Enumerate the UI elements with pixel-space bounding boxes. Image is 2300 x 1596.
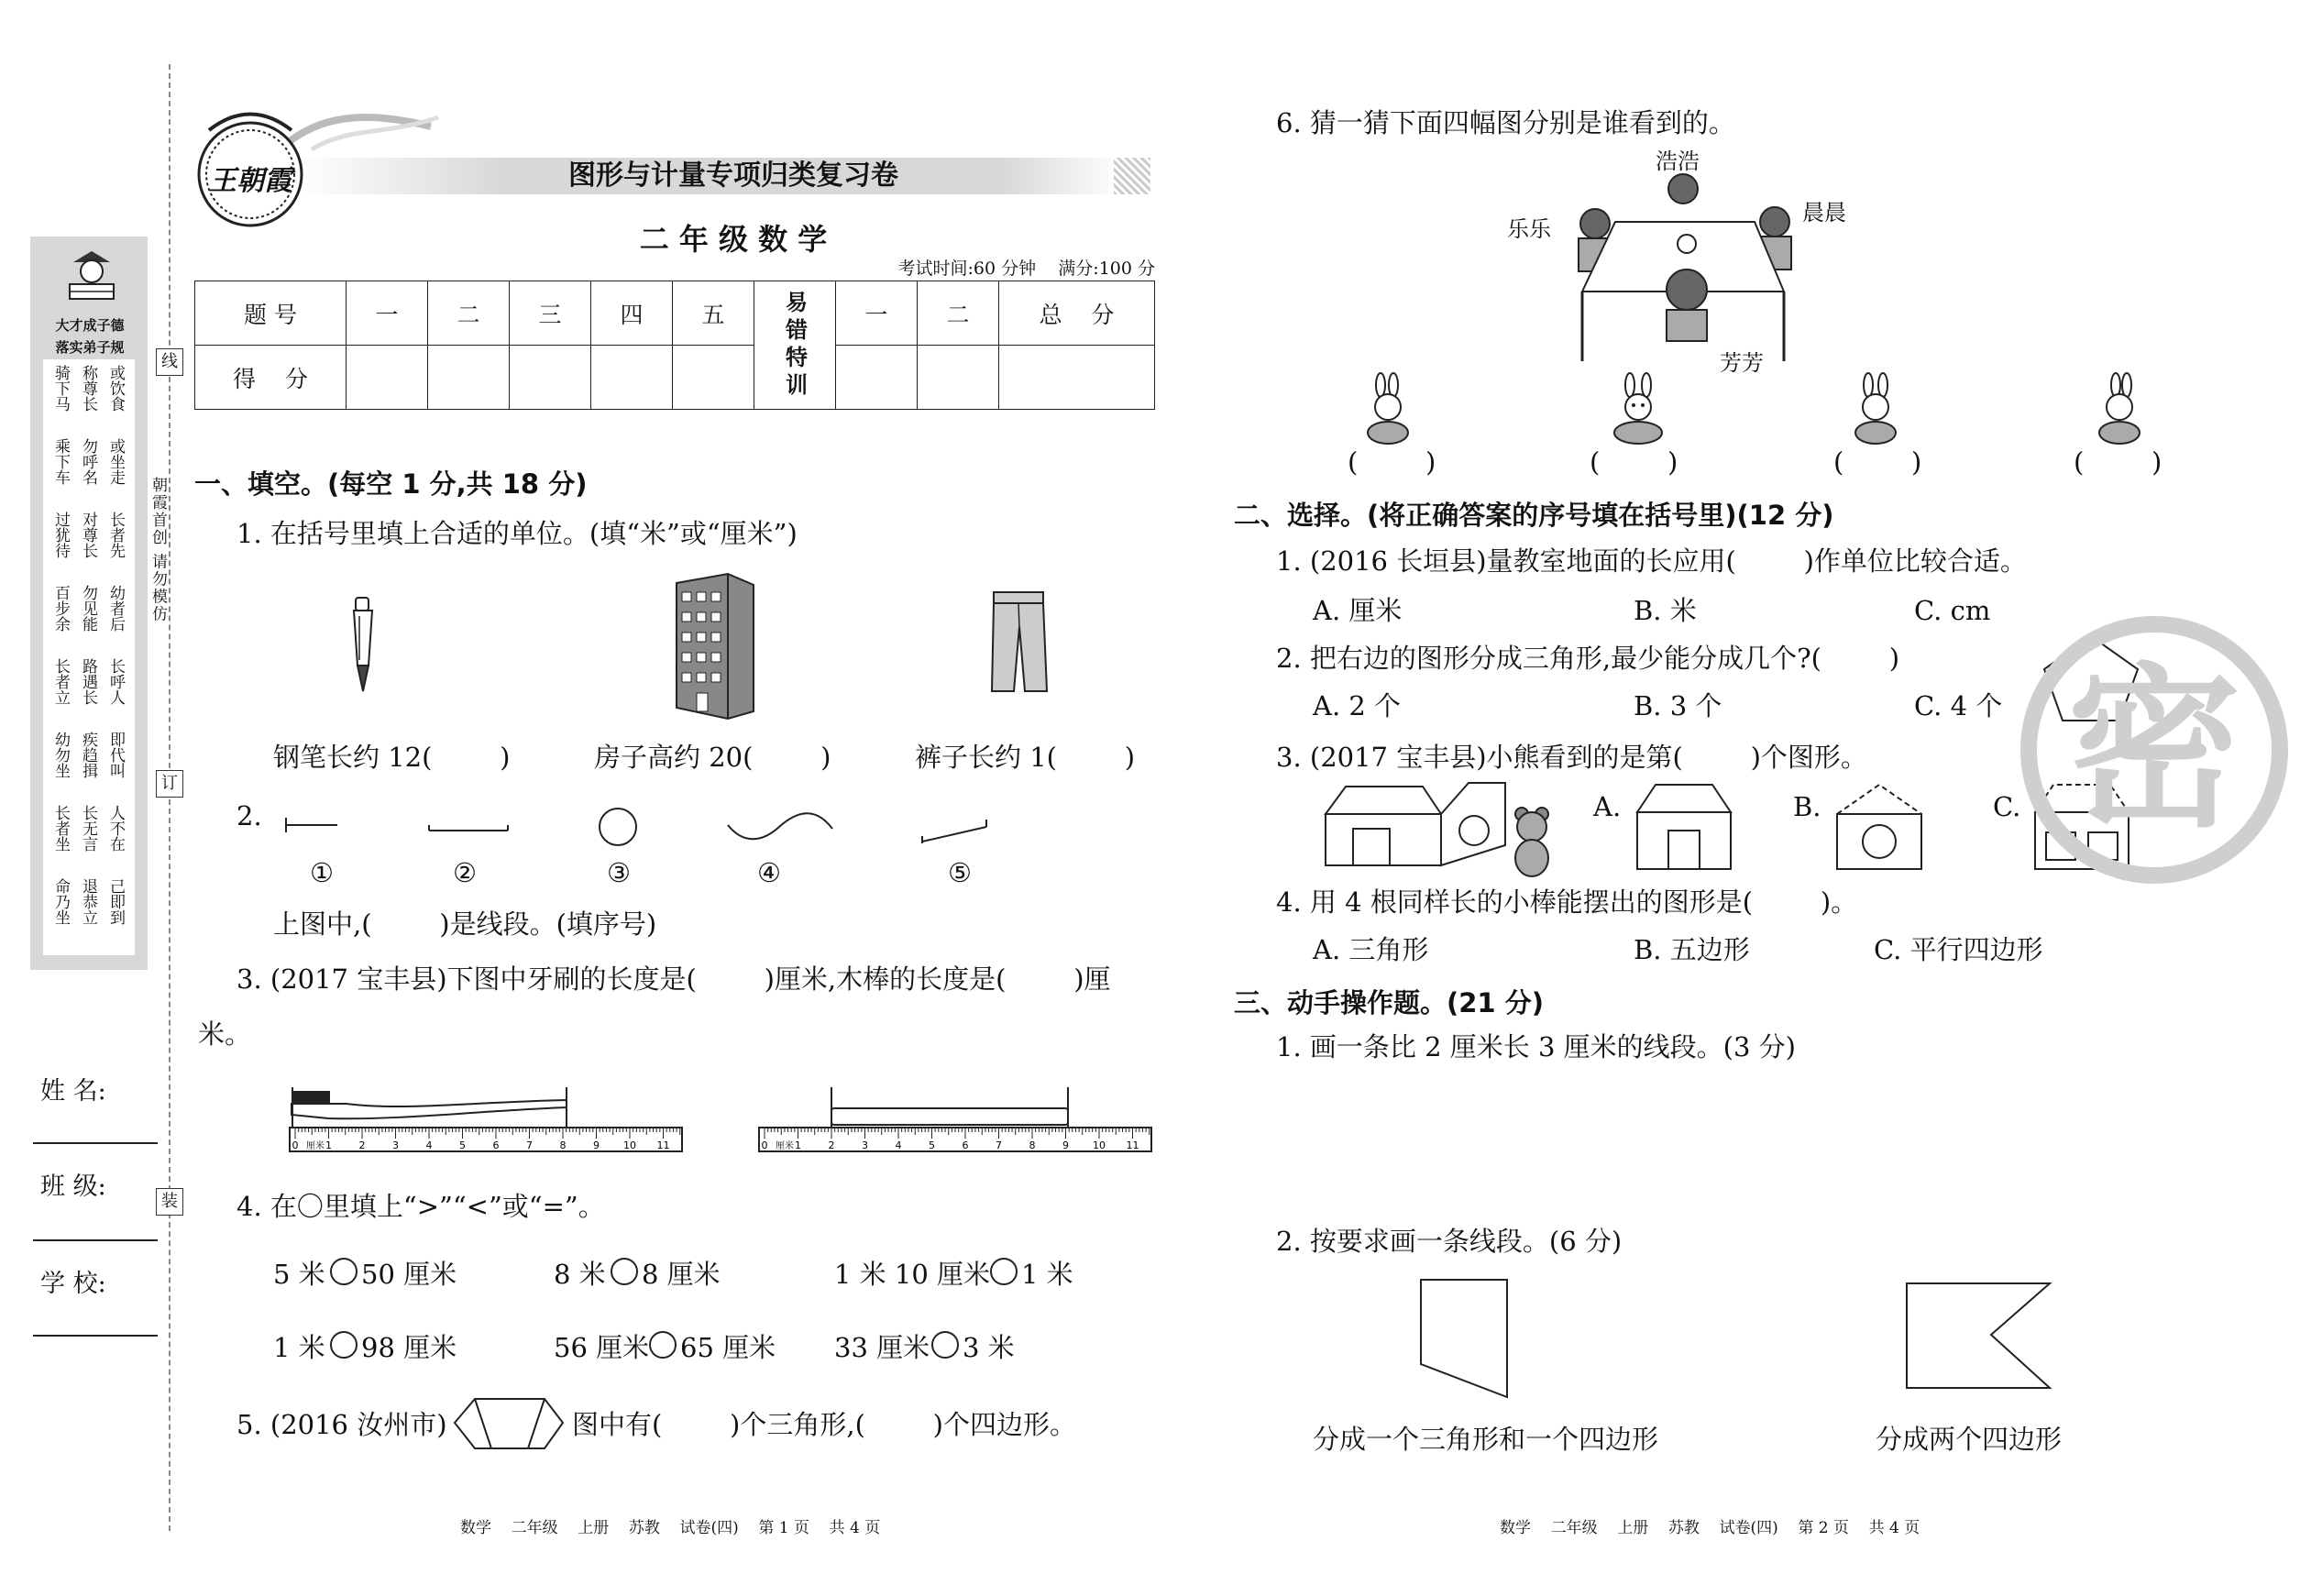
c2-opt-b: B. 3 个	[1634, 690, 1722, 721]
c1-opt-c: C. cm	[1914, 595, 1991, 626]
sidebar-rule-text: 长者立	[51, 658, 70, 705]
score-cell[interactable]	[510, 346, 591, 410]
c4-opt-b: B. 五边形	[1634, 934, 1750, 965]
q2-label-3: ③	[607, 857, 631, 888]
sidebar-rule-text: 勿见能	[79, 585, 97, 632]
q4-r2-b-left: 56 厘米	[554, 1332, 650, 1363]
q2-label-2: ②	[453, 857, 477, 888]
q2-figures	[275, 798, 1008, 862]
sidebar-rule-text: 勿呼名	[79, 438, 97, 485]
sidebar-mascot-icon	[55, 246, 128, 303]
q4-r1-c-left: 1 米 10 厘米	[834, 1259, 991, 1290]
school-field-line[interactable]	[33, 1335, 158, 1337]
q4-r2-b-right: 65 厘米	[680, 1332, 776, 1363]
score-col-5: 五	[673, 281, 754, 346]
ruler-number: 9	[1062, 1139, 1069, 1151]
ruler-number: 6	[492, 1139, 500, 1151]
class-label: 班 级:	[40, 1172, 106, 1201]
ruler-number: 11	[1126, 1139, 1139, 1151]
c2-opt-c: C. 4 个	[1914, 690, 2003, 721]
rabbit-view-2-icon	[1606, 372, 1670, 446]
sidebar-rule-text: 乘下车	[51, 438, 70, 485]
c3-opt-b: B.	[1793, 791, 1821, 822]
sidebar-rule-text: 长者坐	[51, 805, 70, 852]
section-2-title: 二、选择。(将正确答案的序号填在括号里)(12 分)	[1234, 500, 1834, 531]
q6-blank-4[interactable]: ( )	[2074, 446, 2162, 478]
c1-opt-a: A. 厘米	[1313, 595, 1403, 626]
sidebar-rule-text: 幼勿坐	[51, 732, 70, 778]
ruler-number: 0	[761, 1139, 768, 1151]
score-col-extra-1: 一	[836, 281, 918, 346]
q4-r1-b-right: 8 厘米	[642, 1259, 721, 1290]
score-cell[interactable]	[999, 346, 1155, 410]
q2-label-5: ⑤	[948, 857, 972, 888]
sidebar-rule-text: 长无言	[79, 805, 97, 852]
ruler-number: 1	[795, 1139, 801, 1151]
q2-label-1: ①	[310, 857, 334, 888]
toothbrush-icon	[292, 1087, 576, 1124]
ruler-number: 11	[656, 1139, 670, 1151]
brand-logo-text: 王朝霞	[209, 165, 292, 197]
sidebar-rule-text: 己即到	[106, 878, 125, 925]
binding-dashed-line	[169, 64, 171, 1531]
sidebar-rule-text: 或饮食	[106, 365, 125, 412]
q1-text: 1. 在括号里填上合适的单位。(填“米”或“厘米”)	[237, 518, 798, 549]
margin-note: 朝霞首创 请勿模仿	[149, 477, 167, 623]
sidebar-rule-text: 对尊长	[79, 512, 97, 558]
ruler-1-mark-left	[292, 1087, 293, 1128]
h2-caption-2: 分成两个四边形	[1876, 1424, 2063, 1455]
h2-caption-1: 分成一个三角形和一个四边形	[1313, 1424, 1659, 1455]
sidebar-rule-text: 幼者后	[106, 585, 125, 632]
rabbit-view-4-icon	[2090, 372, 2149, 446]
confidential-stamp-text: 密	[2066, 648, 2241, 851]
q4-r1-b-left: 8 米	[554, 1259, 606, 1290]
q4-text: 4. 在〇里填上“>”“<”或“=”。	[237, 1191, 605, 1222]
h2-text: 2. 按要求画一条线段。(6 分)	[1276, 1226, 1623, 1257]
q4-r2-c-right: 3 米	[963, 1332, 1015, 1363]
margin-mark-zhuang: 装	[156, 1188, 183, 1216]
c2-text: 2. 把右边的图形分成三角形,最少能分成几个?( )	[1276, 643, 1900, 674]
score-col-4: 四	[591, 281, 673, 346]
q3-line2: 米。	[198, 1018, 252, 1050]
q2-number: 2.	[237, 800, 262, 831]
footer-right: 数学 二年级 上册 苏教 试卷(四) 第 2 页 共 4 页	[1500, 1519, 1920, 1537]
margin-mark-ding: 订	[156, 770, 183, 798]
section-1-title: 一、填空。(每空 1 分,共 18 分)	[194, 468, 588, 500]
subtitle: 二 年 级 数 学	[639, 222, 828, 257]
trousers-icon	[986, 590, 1051, 697]
ruler-1	[288, 1126, 684, 1153]
sidebar-rule-text: 即代叫	[106, 732, 125, 778]
sidebar-rule-text: 骑下马	[51, 365, 70, 412]
ruler-number: 0	[292, 1139, 299, 1151]
sidebar-rule-text: 人不在	[106, 805, 125, 852]
h1-drawing-area[interactable]	[1276, 1073, 2064, 1210]
class-field-line[interactable]	[33, 1239, 158, 1241]
ruler-number: 6	[962, 1139, 969, 1151]
score-header-label: 题 号	[195, 281, 347, 346]
c4-text: 4. 用 4 根同样长的小棒能摆出的图形是( )。	[1276, 886, 1858, 918]
compare-circle[interactable]	[330, 1258, 358, 1285]
q5-figure	[449, 1395, 568, 1452]
score-cell[interactable]	[918, 346, 999, 410]
ruler-1-mark-right	[566, 1087, 567, 1128]
ruler-number: 8	[559, 1139, 567, 1151]
name-fangfang: 芳芳	[1720, 350, 1764, 376]
sidebar-rule-text: 命乃坐	[51, 878, 70, 925]
sidebar-rule-text: 长呼人	[106, 658, 125, 705]
building-icon	[673, 565, 757, 721]
name-field-line[interactable]	[33, 1142, 158, 1144]
q2-text: 上图中,( )是线段。(填序号)	[273, 908, 657, 940]
ruler-number: 3	[392, 1139, 399, 1151]
sidebar-rule-text: 退恭立	[79, 878, 97, 925]
ruler-unit: 厘米	[306, 1141, 325, 1151]
ruler-number: 3	[862, 1139, 868, 1151]
sidebar-motto-top: 大才成子德	[55, 317, 125, 334]
name-lele: 乐乐	[1507, 216, 1551, 242]
table-scene	[1558, 165, 1806, 376]
pen-icon	[345, 596, 381, 697]
q5-prefix: 5. (2016 汝州市)	[237, 1409, 447, 1440]
ruler-number: 5	[459, 1139, 466, 1151]
q1-item-house: 房子高约 20( )	[594, 742, 831, 773]
score-cell[interactable]	[673, 346, 754, 410]
ruler-number: 9	[593, 1139, 600, 1151]
name-chenchen: 晨晨	[1802, 200, 1846, 226]
score-cell[interactable]	[347, 346, 428, 410]
sidebar-motto-bottom: 落实弟子规	[55, 339, 125, 356]
score-col-1: 一	[347, 281, 428, 346]
h2-figure-1[interactable]	[1415, 1276, 1516, 1404]
ruler-number: 2	[828, 1139, 835, 1151]
score-cell[interactable]	[428, 346, 510, 410]
c3-figure-b	[1833, 781, 1925, 873]
ruler-number: 7	[996, 1139, 1002, 1151]
ruler-2	[757, 1126, 1153, 1153]
score-col-total: 总 分	[999, 281, 1155, 346]
c1-text: 1. (2016 长垣县)量教室地面的长应用( )作单位比较合适。	[1276, 545, 2027, 577]
ruler-number: 1	[325, 1139, 332, 1151]
ruler-number: 5	[929, 1139, 935, 1151]
sidebar-rule-text: 过犹待	[51, 512, 70, 558]
margin-mark-xian: 线	[156, 348, 183, 376]
compare-circle[interactable]	[990, 1258, 1018, 1285]
q1-item-trousers: 裤子长约 1( )	[915, 742, 1136, 773]
ruler-number: 10	[623, 1139, 636, 1151]
ruler-number: 4	[895, 1139, 902, 1151]
rabbit-view-1-icon	[1359, 372, 1417, 446]
score-col-error-training: 易错特训	[781, 290, 808, 401]
h1-text: 1. 画一条比 2 厘米长 3 厘米的线段。(3 分)	[1276, 1031, 1796, 1062]
q6-blank-2[interactable]: ( )	[1590, 446, 1678, 478]
section-3-title: 三、动手操作题。(21 分)	[1234, 987, 1544, 1018]
ruler-number: 10	[1093, 1139, 1106, 1151]
q2-label-4: ④	[757, 857, 781, 888]
sidebar-rule-text: 百步余	[51, 585, 70, 632]
compare-circle[interactable]	[649, 1331, 677, 1359]
exam-info: 考试时间:60 分钟 满分:100 分	[897, 259, 1155, 279]
name-haohao: 浩浩	[1656, 149, 1700, 174]
ruler-number: 4	[425, 1139, 433, 1151]
c1-opt-b: B. 米	[1634, 595, 1697, 626]
ruler-number: 7	[526, 1139, 533, 1151]
bear-icon	[1505, 803, 1560, 880]
q4-row-2	[273, 1327, 1153, 1364]
sidebar-rule-text: 称尊长	[79, 365, 97, 412]
house-3d-figure	[1322, 777, 1524, 869]
score-table	[194, 281, 1155, 410]
page-title: 图形与计量专项归类复习卷	[568, 160, 898, 192]
q5-suffix: 图中有( )个三角形,( )个四边形。	[572, 1409, 1076, 1440]
ruler-number: 8	[1029, 1139, 1036, 1151]
compare-circle[interactable]	[330, 1331, 358, 1359]
stick-icon	[831, 1107, 1069, 1126]
c4-opt-c: C. 平行四边形	[1874, 934, 2043, 965]
score-col-extra-2: 二	[918, 281, 999, 346]
c3-text: 3. (2017 宝丰县)小熊看到的是第( )个图形。	[1276, 742, 1867, 773]
q4-r2-a-right: 98 厘米	[361, 1332, 457, 1363]
q6-text: 6. 猜一猜下面四幅图分别是谁看到的。	[1276, 107, 1735, 138]
q4-r2-a-left: 1 米	[273, 1332, 325, 1363]
c4-opt-a: A. 三角形	[1313, 934, 1429, 965]
score-col-3: 三	[510, 281, 591, 346]
q4-r2-c-left: 33 厘米	[834, 1332, 930, 1363]
compare-circle[interactable]	[931, 1331, 959, 1359]
name-label: 姓 名:	[40, 1077, 106, 1106]
rabbit-view-3-icon	[1846, 372, 1905, 446]
q6-blank-1[interactable]: ( )	[1348, 446, 1436, 478]
footer-left: 数学 二年级 上册 苏教 试卷(四) 第 1 页 共 4 页	[460, 1519, 881, 1537]
ruler-number: 2	[358, 1139, 366, 1151]
score-row-label: 得 分	[195, 346, 347, 410]
sidebar-rule-text: 长者先	[106, 512, 125, 558]
c2-opt-a: A. 2 个	[1313, 690, 1402, 721]
q4-r1-c-right: 1 米	[1021, 1259, 1073, 1290]
sidebar-rule-text: 路遇长	[79, 658, 97, 705]
score-cell[interactable]	[836, 346, 918, 410]
ruler-2-mark-left	[831, 1087, 832, 1128]
q1-item-pen: 钢笔长约 12( )	[273, 742, 511, 773]
ruler-2-mark-right	[1067, 1087, 1069, 1128]
compare-circle[interactable]	[611, 1258, 638, 1285]
sidebar-rules	[46, 365, 134, 952]
score-col-2: 二	[428, 281, 510, 346]
title-band-dots	[1114, 158, 1150, 194]
q4-r1-a-right: 50 厘米	[361, 1259, 457, 1290]
school-label: 学 校:	[40, 1270, 106, 1298]
h2-figure-2[interactable]	[1903, 1280, 2059, 1393]
sidebar-rule-text: 或坐走	[106, 438, 125, 485]
q4-row-1	[273, 1254, 1153, 1291]
c3-opt-c: C.	[1993, 791, 2021, 822]
c3-figure-a	[1634, 781, 1734, 873]
q6-blank-3[interactable]: ( )	[1833, 446, 1922, 478]
c3-opt-a: A.	[1593, 791, 1622, 822]
sidebar-rule-text: 疾趋揖	[79, 732, 97, 778]
ruler-unit: 厘米	[776, 1141, 794, 1151]
q3-line1: 3. (2017 宝丰县)下图中牙刷的长度是( )厘米,木棒的长度是( )厘	[237, 963, 1111, 995]
score-cell[interactable]	[591, 346, 673, 410]
q4-r1-a-left: 5 米	[273, 1259, 325, 1290]
